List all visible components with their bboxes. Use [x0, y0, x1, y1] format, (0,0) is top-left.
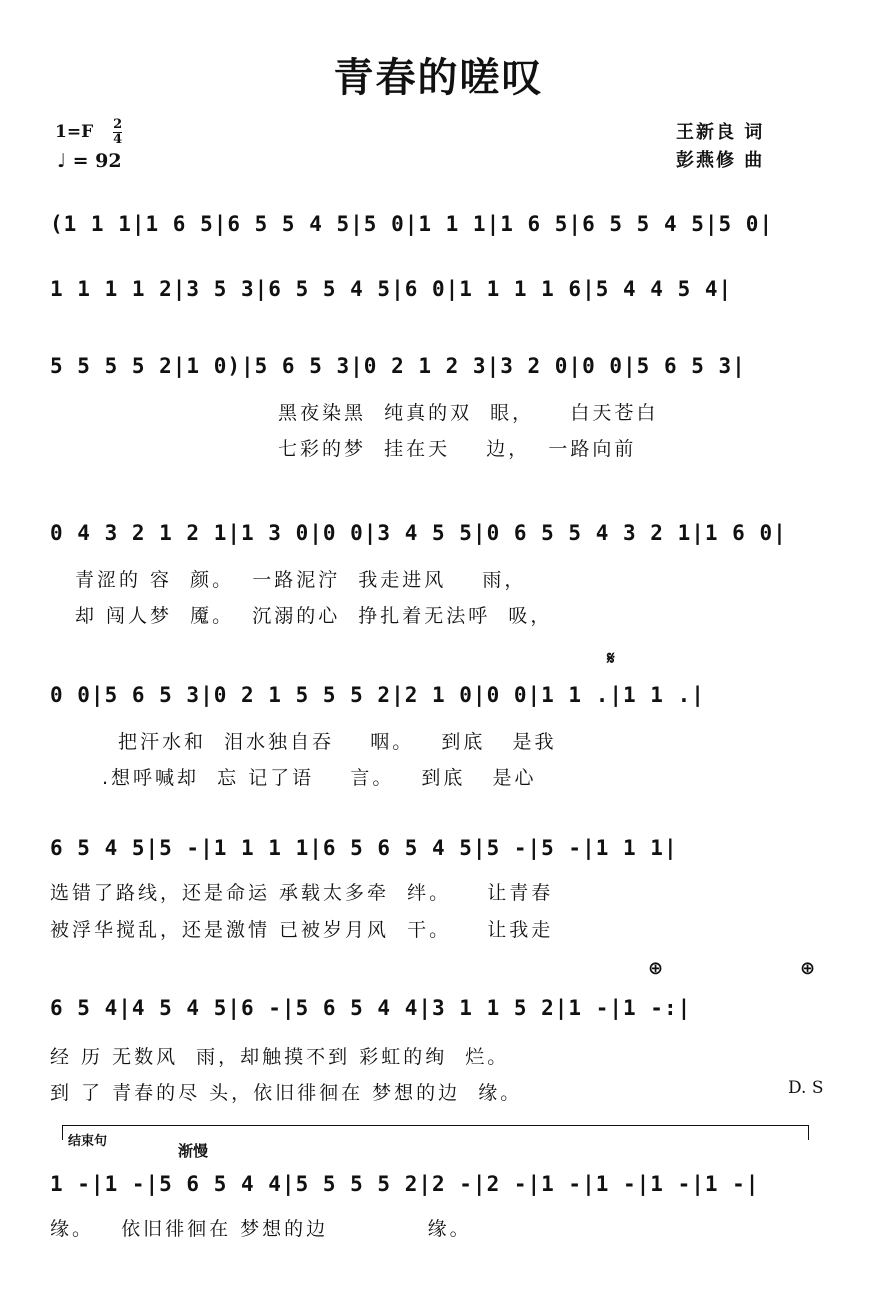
score-system-6: 6 5 4 5|5 -|1 1 1 1|6 5 6 5 4 5|5 -|5 -|1 1 1|: [50, 836, 678, 860]
tempo-value: = 92: [72, 150, 122, 172]
lyric-line-3a: 黑夜染黑 纯真的双 眼， 白天苍白: [278, 402, 659, 424]
quarter-note-icon: ♩: [57, 150, 66, 172]
tempo-marking: [57, 150, 122, 172]
score-system-7: 6 5 4|4 5 4 5|6 -|5 6 5 4 4|3 1 1 5 2|1 -|1 -:|: [50, 996, 692, 1020]
score-system-8: 1 -|1 -|5 6 5 4 4|5 5 5 5 2|2 -|2 -|1 -|1 -|1 -|1 -|: [50, 1172, 760, 1196]
time-top: 2: [113, 117, 123, 132]
time-bottom: 4: [113, 132, 123, 147]
lyric-line-6a: 选错了路线，还是命运 承载太多牵 绊。 让青春: [50, 882, 554, 904]
song-title: 青春的嗟叹: [333, 55, 544, 101]
composer-credit: 彭燕修 曲: [676, 150, 765, 171]
lyric-line-8: 缘。 依旧徘徊在 梦想的边 缘。: [50, 1218, 472, 1240]
score-system-5: 0 0|5 6 5 3|0 2 1 5 5 5 2|2 1 0|0 0|1 1 .|1 1 .|: [50, 683, 705, 707]
lyricist-credit: 王新良 词: [676, 122, 765, 143]
score-system-3: 5 5 5 5 2|1 0)|5 6 5 3|0 2 1 2 3|3 2 0|0 0|5 6 5 3|: [50, 354, 746, 378]
lyric-line-4a: 青涩的 容 颜。 一路泥泞 我走进风 雨，: [75, 569, 527, 591]
lyric-line-7b: 到 了 青春的尽 头，依旧徘徊在 梦想的边 缘。: [50, 1082, 523, 1104]
ending-bracket: [62, 1125, 809, 1140]
ds-marking: D. S: [788, 1078, 824, 1098]
lyric-line-6b: 被浮华搅乱，还是激情 已被岁月风 干。 让我走: [50, 919, 554, 941]
ritardando-marking: 渐慢: [178, 1142, 209, 1160]
key-label: 1=F: [55, 122, 94, 142]
coda-sign: ⊕: [648, 958, 664, 979]
lyric-line-5a: 把汗水和 泪水独自吞 咽。 到底 是我: [118, 731, 557, 753]
score-system-1: (1 1 1|1 6 5|6 5 5 4 5|5 0|1 1 1|1 6 5|6 5 5 4 5|5 0|: [50, 212, 774, 236]
score-system-2: 1 1 1 1 2|3 5 3|6 5 5 4 5|6 0|1 1 1 1 6|5 4 4 5 4|: [50, 277, 733, 301]
segno-sign: 𝄋: [607, 648, 615, 669]
lyric-line-7a: 经 历 无数风 雨，却触摸不到 彩虹的绚 烂。: [50, 1046, 510, 1068]
lyric-line-4b: 却 闯人梦 魇。 沉溺的心 挣扎着无法呼 吸，: [75, 605, 553, 627]
time-signature: [113, 118, 122, 147]
ending-label: 结束句: [68, 1134, 108, 1149]
key-signature: [55, 118, 122, 147]
lyric-line-5b: .想呼喊却 忘 记了语 言。 到底 是心: [102, 767, 537, 789]
coda-sign-end: ⊕: [800, 958, 816, 979]
score-system-4: 0 4 3 2 1 2 1|1 3 0|0 0|3 4 5 5|0 6 5 5 4 3 2 1|1 6 0|: [50, 521, 787, 545]
lyric-line-3b: 七彩的梦 挂在天 边， 一路向前: [278, 438, 637, 460]
